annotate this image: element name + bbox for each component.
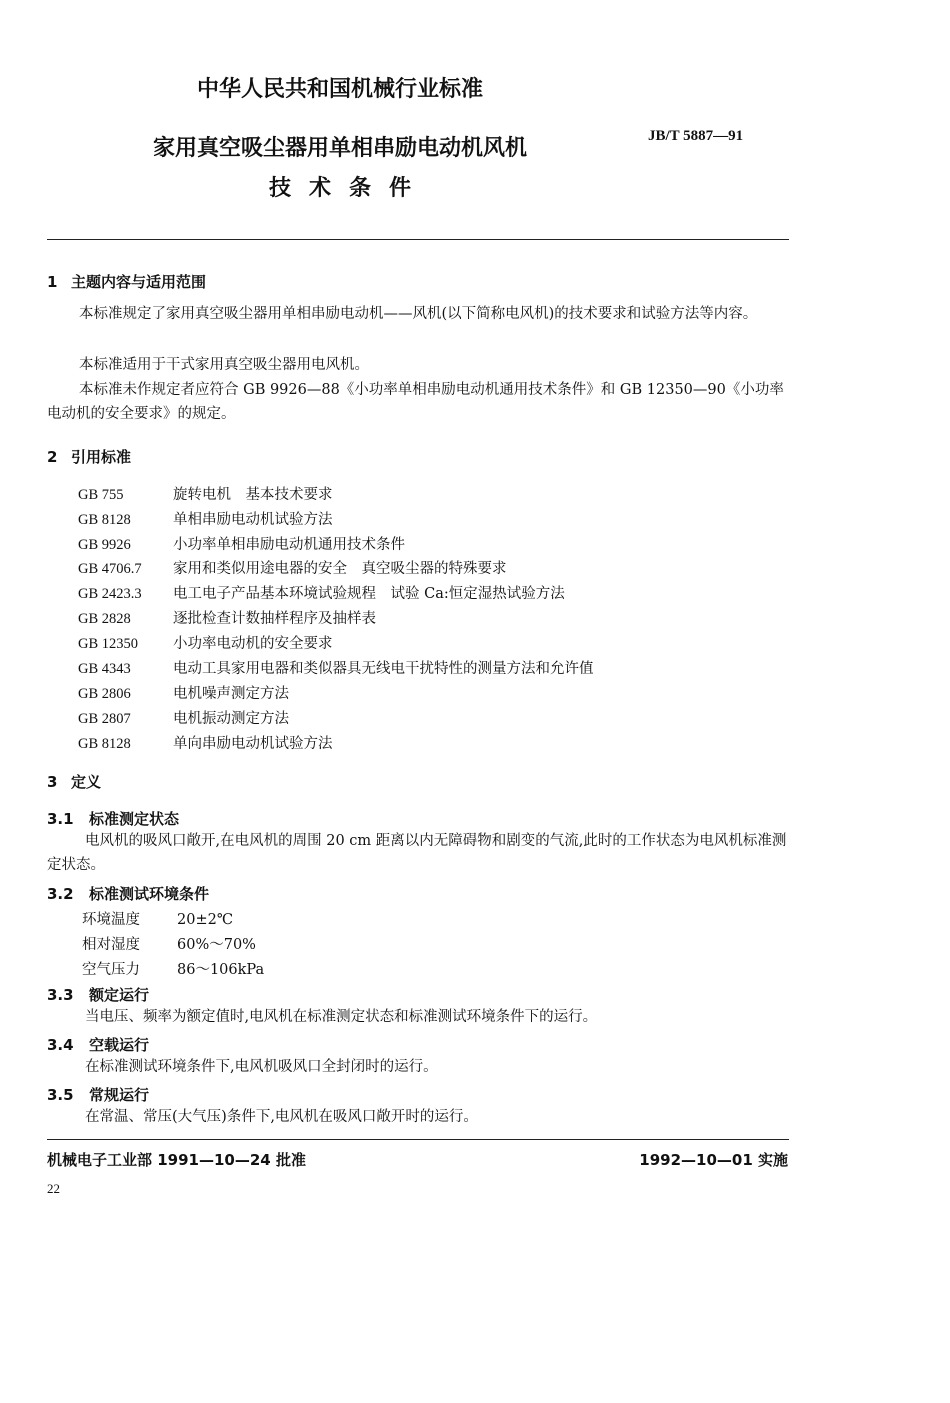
subsection-3-3-heading (47, 984, 149, 1005)
subsection-3-1-heading (47, 808, 179, 829)
reference-code: GB 755 (78, 487, 124, 503)
subsection-title: 标准测定状态 (89, 810, 180, 828)
reference-row (78, 732, 333, 753)
environment-row (82, 933, 256, 954)
header-divider (47, 239, 789, 240)
section-3-heading (47, 771, 101, 792)
reference-title: 电机噪声测定方法 (173, 686, 289, 702)
document-title-line1: 家用真空吸尘器用单相串励电动机风机 (152, 136, 527, 161)
subsection-3-5-text: 在常温、常压(大气压)条件下,电风机在吸风口敞开时的运行。 (85, 1109, 478, 1125)
subsection-number: 3.4 (47, 1036, 74, 1054)
reference-title: 小功率电动机的安全要求 (173, 636, 333, 652)
reference-title: 单向串励电动机试验方法 (173, 736, 333, 752)
reference-title: 逐批检查计数抽样程序及抽样表 (173, 611, 376, 627)
reference-code: GB 2807 (78, 711, 131, 727)
section-2-heading (47, 446, 131, 467)
standard-number: JB/T 5887—91 (648, 128, 744, 144)
effective-date: 1992—10—01 实施 (639, 1151, 788, 1169)
reference-title: 电工电子产品基本环境试验规程 试验 Ca:恒定湿热试验方法 (173, 586, 565, 602)
reference-row (78, 657, 594, 678)
reference-row (78, 632, 333, 653)
section-title: 主题内容与适用范围 (71, 273, 207, 291)
subsection-title: 标准测试环境条件 (89, 885, 210, 903)
subsection-3-4-text: 在标准测试环境条件下,电风机吸风口全封闭时的运行。 (85, 1059, 438, 1075)
reference-title: 小功率单相串励电动机通用技术条件 (173, 537, 405, 553)
section-1-paragraph-1: 本标准规定了家用真空吸尘器用单相串励电动机——风机(以下简称电风机)的技术要求和试验方法等内容。 (79, 306, 758, 322)
reference-code: GB 8128 (78, 736, 131, 752)
environment-label: 环境温度 (82, 912, 140, 928)
section-1-paragraph-3: 本标准未作规定者应符合 GB 9926—88《小功率单相串励电动机通用技术条件》和 GB 12350—90《小功率电动机的安全要求》的规定。 (47, 382, 784, 422)
reference-row (78, 533, 405, 554)
environment-label: 相对湿度 (82, 937, 140, 953)
reference-row (78, 682, 289, 703)
reference-code: GB 9926 (78, 537, 131, 553)
section-number: 1 (47, 273, 58, 291)
environment-value: 20±2℃ (177, 912, 234, 928)
reference-row (78, 607, 376, 628)
subsection-number: 3.5 (47, 1086, 74, 1104)
environment-row (82, 958, 264, 979)
reference-code: GB 4706.7 (78, 561, 142, 577)
subsection-3-5-heading (47, 1084, 149, 1105)
reference-title: 电动工具家用电器和类似器具无线电干扰特性的测量方法和允许值 (173, 661, 594, 677)
issuing-organization: 中华人民共和国机械行业标准 (196, 77, 483, 102)
reference-row (78, 707, 289, 728)
reference-code: GB 2423.3 (78, 586, 142, 602)
environment-label: 空气压力 (82, 962, 140, 978)
environment-value: 60%～70% (177, 937, 256, 953)
reference-code: GB 2806 (78, 686, 131, 702)
document-title-line2: 技术条件 (268, 176, 429, 201)
reference-row (78, 582, 565, 603)
section-number: 3 (47, 773, 58, 791)
reference-code: GB 12350 (78, 636, 139, 652)
reference-row (78, 557, 507, 578)
subsection-3-1-text: 电风机的吸风口敞开,在电风机的周围 20 cm 距离以内无障碍物和剧变的气流,此时的工作状态为电风机标准测定状态。 (47, 833, 787, 873)
subsection-title: 常规运行 (89, 1086, 150, 1104)
reference-title: 旋转电机 基本技术要求 (173, 487, 333, 503)
subsection-title: 额定运行 (89, 986, 150, 1004)
subsection-3-2-heading (47, 883, 209, 904)
section-title: 定义 (71, 773, 102, 791)
reference-code: GB 4343 (78, 661, 131, 677)
page-number: 22 (47, 1181, 60, 1196)
approval-notice: 机械电子工业部 1991—10—24 批准 (47, 1151, 306, 1169)
subsection-number: 3.2 (47, 885, 74, 903)
subsection-number: 3.3 (47, 986, 74, 1004)
subsection-3-4-heading (47, 1034, 149, 1055)
reference-title: 电机振动测定方法 (173, 711, 289, 727)
section-number: 2 (47, 448, 58, 466)
subsection-title: 空载运行 (89, 1036, 150, 1054)
reference-code: GB 2828 (78, 611, 131, 627)
environment-value: 86～106kPa (177, 962, 265, 978)
reference-code: GB 8128 (78, 512, 131, 528)
section-title: 引用标准 (71, 448, 132, 466)
reference-row (78, 483, 333, 504)
section-1-paragraph-2: 本标准适用于干式家用真空吸尘器用电风机。 (79, 357, 369, 373)
section-1-heading (47, 271, 206, 292)
reference-title: 单相串励电动机试验方法 (173, 512, 333, 528)
subsection-3-3-text: 当电压、频率为额定值时,电风机在标准测定状态和标准测试环境条件下的运行。 (85, 1009, 598, 1025)
environment-row (82, 908, 233, 929)
subsection-number: 3.1 (47, 810, 74, 828)
footer-divider (47, 1139, 789, 1140)
reference-row (78, 508, 333, 529)
reference-title: 家用和类似用途电器的安全 真空吸尘器的特殊要求 (173, 561, 507, 577)
